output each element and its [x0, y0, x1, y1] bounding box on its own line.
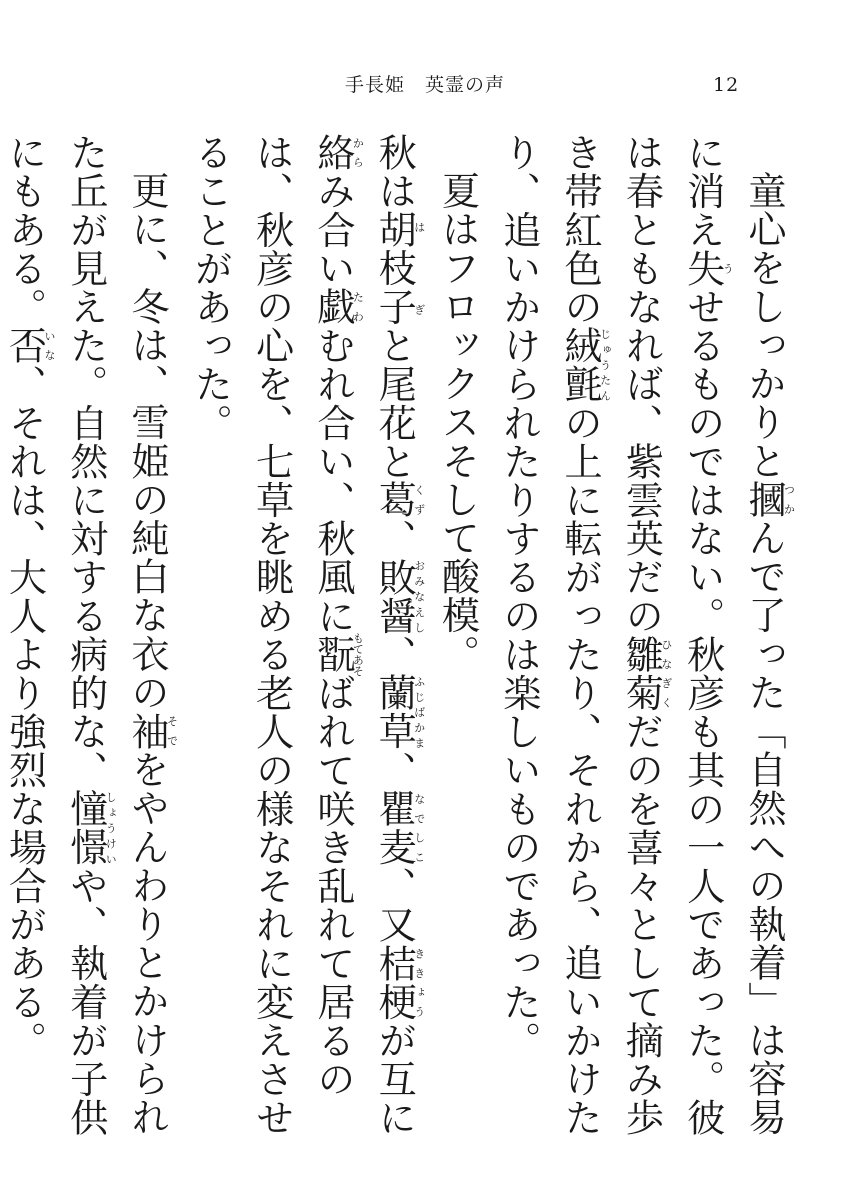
ruby-word	[371, 557, 426, 635]
ruby-reading: ひなぎく	[659, 634, 673, 712]
text-run: んで了った「自然への執着」は容易に消え	[679, 133, 785, 1137]
ruby-base: 胡枝子	[371, 210, 416, 327]
ruby-base: 絡	[309, 133, 354, 172]
paragraph-2	[425, 133, 486, 1148]
text-run: 、又	[371, 866, 416, 944]
ruby-reading: から	[351, 133, 365, 172]
ruby-base: 蘭草	[371, 673, 416, 751]
ruby-reading: もてあそ	[351, 632, 365, 677]
ruby-word	[741, 480, 796, 519]
text-run: ばれて咲き乱れて居るのは、秋彦の心を、七草を眺める老人の様なそれに変えさせることがあった。	[187, 133, 354, 1137]
ruby-base: 雛菊	[618, 634, 663, 713]
ruby-base: 絨氈	[557, 326, 602, 404]
ruby-base: 否	[1, 326, 46, 365]
ruby-reading: くず	[412, 480, 426, 520]
text-run: だのを喜々として摘み歩き帯紅色の	[557, 133, 663, 1137]
text-run: をやんわりとかけられた丘が見えた。自然に対する病的な、	[62, 133, 169, 1137]
ruby-word	[371, 210, 426, 327]
ruby-word	[309, 287, 365, 327]
ruby-word	[1, 326, 56, 365]
text-run: み合い	[309, 171, 354, 288]
ruby-word	[309, 632, 365, 677]
ruby-reading: しょうけい	[104, 789, 118, 867]
ruby-word	[124, 711, 179, 751]
text-run: 秋は	[371, 133, 416, 211]
ruby-reading: う	[721, 248, 735, 288]
ruby-reading: なでしこ	[412, 789, 426, 867]
ruby-reading: じゅうたん	[598, 326, 612, 404]
text-run: 、それは、大人より強烈な場合がある。	[1, 364, 46, 1060]
paragraph-1	[487, 133, 795, 1148]
ruby-word	[557, 326, 612, 404]
running-title: 手長姫 英霊の声	[345, 74, 506, 96]
text-run: せるものではない。秋彦も其の一人であった。彼は春ともなれば、紫雲英だの	[618, 133, 724, 1137]
ruby-base: 敗醤	[371, 557, 416, 635]
body-text	[1, 133, 796, 1148]
ruby-reading: つか	[782, 480, 796, 519]
text-run: と尾花と	[371, 326, 416, 481]
paragraph-4	[0, 133, 178, 1148]
ruby-word	[309, 133, 365, 172]
ruby-base: 戯	[309, 287, 354, 327]
ruby-word	[371, 943, 426, 1021]
text-run: むれ合い、秋風に	[309, 326, 354, 635]
ruby-reading: いな	[42, 326, 56, 365]
ruby-reading: ふじばかま	[412, 673, 426, 751]
text-run: 、	[371, 519, 416, 558]
page-number: 12	[713, 74, 740, 96]
ruby-base: 葛	[371, 480, 416, 520]
ruby-base: 桔梗	[371, 943, 416, 1021]
ruby-word	[679, 248, 735, 288]
ruby-base: 摑	[741, 480, 785, 519]
ruby-word	[371, 673, 426, 751]
text-run: 童心をしっかりと	[741, 171, 785, 480]
text-run: の上に転がったり、それから、追いかけたり、追いかけられたりするのは楽しいものであった。	[495, 133, 602, 1137]
ruby-reading: はぎ	[412, 210, 426, 327]
ruby-reading: そで	[165, 711, 179, 751]
text-run: が互に	[371, 1020, 416, 1137]
ruby-word	[62, 789, 118, 867]
text-run: や、執着が子供にもある。	[1, 133, 107, 1137]
ruby-base: 瞿麦	[371, 789, 416, 867]
ruby-word	[618, 634, 673, 713]
paragraph-3	[178, 133, 425, 1148]
ruby-reading: たわ	[351, 287, 365, 327]
ruby-reading: おみなえし	[412, 557, 426, 635]
ruby-word	[371, 789, 426, 867]
ruby-base: 失	[679, 248, 724, 288]
ruby-base: 翫	[309, 632, 354, 677]
text-run: 、	[371, 634, 416, 674]
ruby-base: 憧憬	[62, 789, 107, 867]
ruby-reading: ききょう	[412, 943, 426, 1021]
text-run: 更に、冬は、雪姫の純白な衣の	[124, 171, 169, 712]
running-header	[0, 72, 841, 98]
text-run: 夏はフロックスそして酸模。	[434, 171, 479, 673]
ruby-word	[371, 480, 426, 520]
text-run: 、	[371, 750, 416, 790]
ruby-base: 袖	[124, 711, 169, 751]
